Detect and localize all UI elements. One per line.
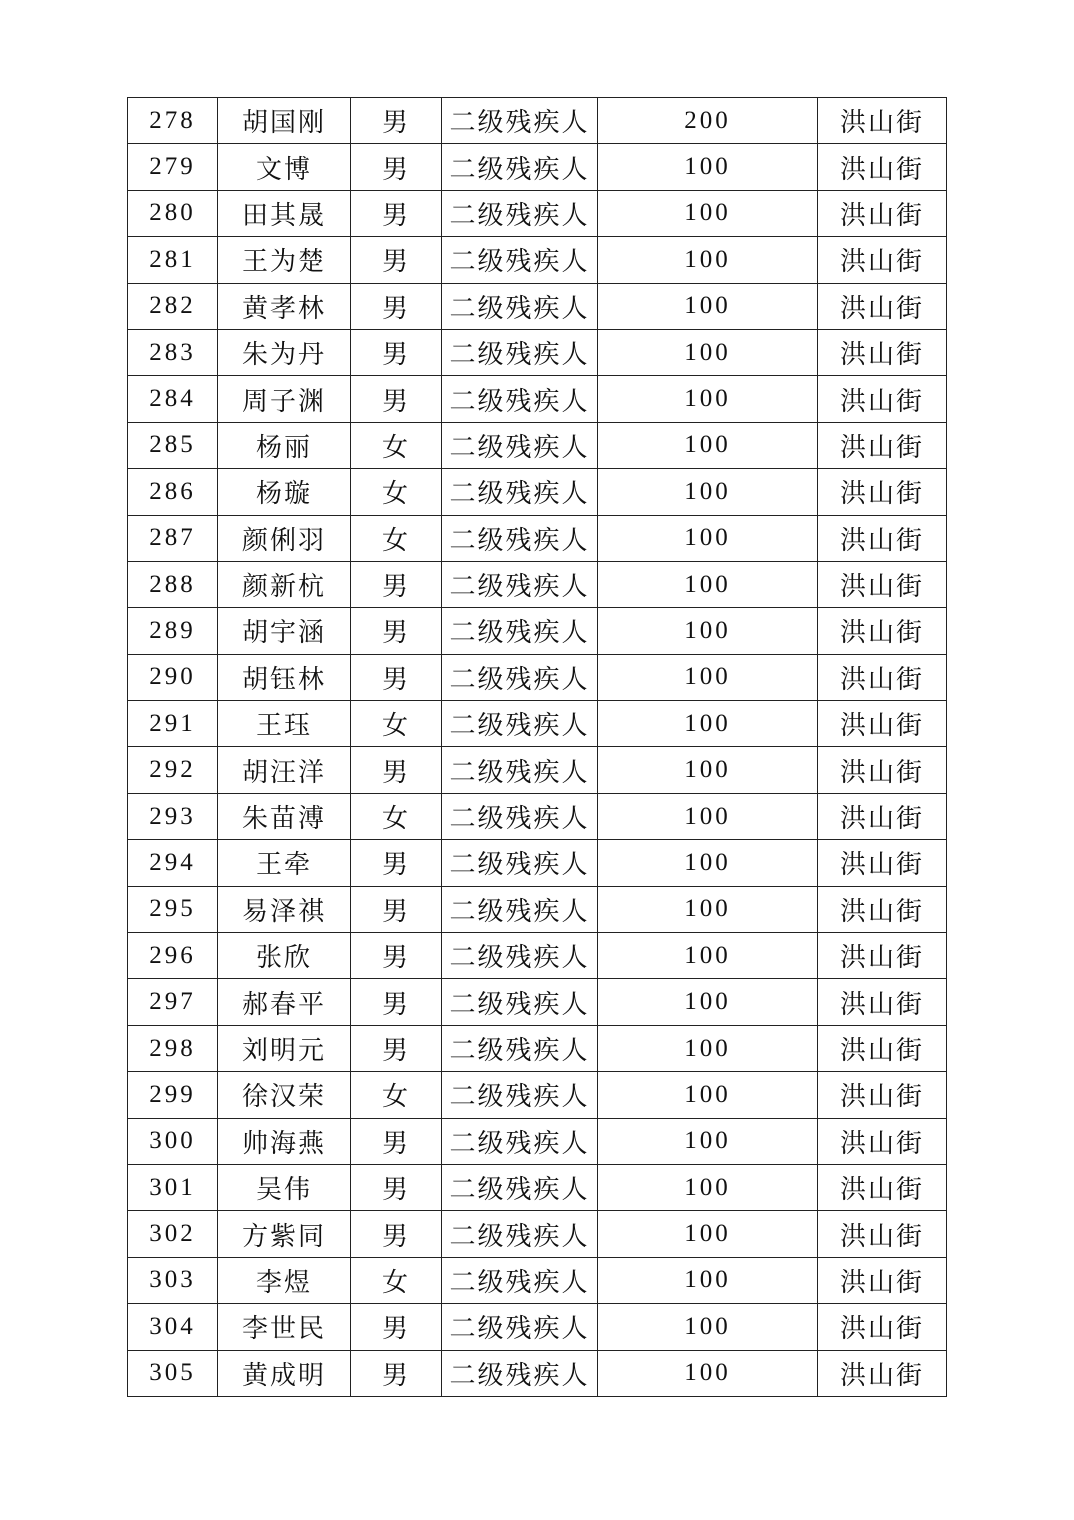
amount-cell: 100 — [598, 1118, 818, 1164]
category-cell: 二级残疾人 — [442, 701, 598, 747]
row-number-cell: 301 — [128, 1164, 218, 1210]
table-row — [128, 98, 947, 144]
table-row — [128, 1211, 947, 1257]
amount-cell: 100 — [598, 190, 818, 236]
row-number-cell: 281 — [128, 237, 218, 283]
gender-cell: 男 — [351, 1350, 442, 1396]
name-cell: 吴伟 — [218, 1164, 351, 1210]
gender-cell: 女 — [351, 469, 442, 515]
name-cell: 胡钰林 — [218, 654, 351, 700]
name-cell: 黄成明 — [218, 1350, 351, 1396]
street-cell: 洪山街 — [818, 98, 947, 144]
table-row — [128, 469, 947, 515]
name-cell: 周子渊 — [218, 376, 351, 422]
table-row — [128, 237, 947, 283]
gender-cell: 男 — [351, 237, 442, 283]
row-number-cell: 305 — [128, 1350, 218, 1396]
category-cell: 二级残疾人 — [442, 979, 598, 1025]
amount-cell: 100 — [598, 422, 818, 468]
row-number-cell: 299 — [128, 1072, 218, 1118]
amount-cell: 100 — [598, 886, 818, 932]
street-cell: 洪山街 — [818, 376, 947, 422]
gender-cell: 男 — [351, 608, 442, 654]
name-cell: 胡国刚 — [218, 98, 351, 144]
name-cell: 杨璇 — [218, 469, 351, 515]
disability-subsidy-table — [127, 97, 947, 1397]
gender-cell: 女 — [351, 422, 442, 468]
amount-cell: 100 — [598, 1072, 818, 1118]
street-cell: 洪山街 — [818, 701, 947, 747]
amount-cell: 100 — [598, 1025, 818, 1071]
category-cell: 二级残疾人 — [442, 793, 598, 839]
category-cell: 二级残疾人 — [442, 886, 598, 932]
amount-cell: 100 — [598, 1350, 818, 1396]
amount-cell: 100 — [598, 1164, 818, 1210]
street-cell: 洪山街 — [818, 190, 947, 236]
category-cell: 二级残疾人 — [442, 1164, 598, 1210]
gender-cell: 男 — [351, 654, 442, 700]
category-cell: 二级残疾人 — [442, 422, 598, 468]
name-cell: 朱苗溥 — [218, 793, 351, 839]
street-cell: 洪山街 — [818, 144, 947, 190]
table-row — [128, 1025, 947, 1071]
row-number-cell: 291 — [128, 701, 218, 747]
row-number-cell: 294 — [128, 840, 218, 886]
amount-cell: 100 — [598, 1304, 818, 1350]
table-row — [128, 1118, 947, 1164]
name-cell: 郝春平 — [218, 979, 351, 1025]
category-cell: 二级残疾人 — [442, 1257, 598, 1303]
row-number-cell: 287 — [128, 515, 218, 561]
row-number-cell: 279 — [128, 144, 218, 190]
row-number-cell: 285 — [128, 422, 218, 468]
name-cell: 李世民 — [218, 1304, 351, 1350]
amount-cell: 100 — [598, 1257, 818, 1303]
row-number-cell: 302 — [128, 1211, 218, 1257]
category-cell: 二级残疾人 — [442, 1211, 598, 1257]
amount-cell: 100 — [598, 747, 818, 793]
table-row — [128, 886, 947, 932]
street-cell: 洪山街 — [818, 793, 947, 839]
row-number-cell: 292 — [128, 747, 218, 793]
table-row — [128, 1257, 947, 1303]
street-cell: 洪山街 — [818, 1211, 947, 1257]
amount-cell: 100 — [598, 840, 818, 886]
street-cell: 洪山街 — [818, 561, 947, 607]
table-row — [128, 793, 947, 839]
row-number-cell: 296 — [128, 933, 218, 979]
gender-cell: 男 — [351, 840, 442, 886]
category-cell: 二级残疾人 — [442, 840, 598, 886]
table-row — [128, 1304, 947, 1350]
name-cell: 王牵 — [218, 840, 351, 886]
table-row — [128, 979, 947, 1025]
category-cell: 二级残疾人 — [442, 1072, 598, 1118]
category-cell: 二级残疾人 — [442, 283, 598, 329]
gender-cell: 男 — [351, 329, 442, 375]
street-cell: 洪山街 — [818, 1118, 947, 1164]
table-row — [128, 933, 947, 979]
gender-cell: 女 — [351, 1072, 442, 1118]
name-cell: 黄孝林 — [218, 283, 351, 329]
amount-cell: 100 — [598, 561, 818, 607]
name-cell: 朱为丹 — [218, 329, 351, 375]
table-body — [128, 98, 947, 1397]
table-row — [128, 840, 947, 886]
name-cell: 王珏 — [218, 701, 351, 747]
amount-cell: 100 — [598, 376, 818, 422]
street-cell: 洪山街 — [818, 654, 947, 700]
amount-cell: 100 — [598, 1211, 818, 1257]
street-cell: 洪山街 — [818, 329, 947, 375]
table-row — [128, 190, 947, 236]
street-cell: 洪山街 — [818, 933, 947, 979]
street-cell: 洪山街 — [818, 422, 947, 468]
name-cell: 胡宇涵 — [218, 608, 351, 654]
table-row — [128, 747, 947, 793]
gender-cell: 男 — [351, 376, 442, 422]
name-cell: 李煜 — [218, 1257, 351, 1303]
category-cell: 二级残疾人 — [442, 144, 598, 190]
name-cell: 刘明元 — [218, 1025, 351, 1071]
name-cell: 田其晟 — [218, 190, 351, 236]
category-cell: 二级残疾人 — [442, 237, 598, 283]
amount-cell: 200 — [598, 98, 818, 144]
table-row — [128, 1164, 947, 1210]
category-cell: 二级残疾人 — [442, 1304, 598, 1350]
category-cell: 二级残疾人 — [442, 1118, 598, 1164]
name-cell: 颜新杭 — [218, 561, 351, 607]
category-cell: 二级残疾人 — [442, 98, 598, 144]
table-row — [128, 422, 947, 468]
row-number-cell: 282 — [128, 283, 218, 329]
street-cell: 洪山街 — [818, 1257, 947, 1303]
gender-cell: 男 — [351, 979, 442, 1025]
name-cell: 颜俐羽 — [218, 515, 351, 561]
gender-cell: 男 — [351, 1164, 442, 1210]
table-row — [128, 144, 947, 190]
gender-cell: 男 — [351, 1211, 442, 1257]
category-cell: 二级残疾人 — [442, 1350, 598, 1396]
gender-cell: 男 — [351, 98, 442, 144]
table-row — [128, 654, 947, 700]
category-cell: 二级残疾人 — [442, 329, 598, 375]
street-cell: 洪山街 — [818, 1164, 947, 1210]
street-cell: 洪山街 — [818, 283, 947, 329]
amount-cell: 100 — [598, 654, 818, 700]
table-row — [128, 1072, 947, 1118]
street-cell: 洪山街 — [818, 608, 947, 654]
row-number-cell: 293 — [128, 793, 218, 839]
street-cell: 洪山街 — [818, 1025, 947, 1071]
category-cell: 二级残疾人 — [442, 376, 598, 422]
amount-cell: 100 — [598, 979, 818, 1025]
row-number-cell: 295 — [128, 886, 218, 932]
gender-cell: 女 — [351, 701, 442, 747]
row-number-cell: 278 — [128, 98, 218, 144]
name-cell: 帅海燕 — [218, 1118, 351, 1164]
row-number-cell: 283 — [128, 329, 218, 375]
table-row — [128, 561, 947, 607]
category-cell: 二级残疾人 — [442, 515, 598, 561]
gender-cell: 男 — [351, 1304, 442, 1350]
name-cell: 易泽祺 — [218, 886, 351, 932]
street-cell: 洪山街 — [818, 886, 947, 932]
table-row — [128, 329, 947, 375]
gender-cell: 男 — [351, 283, 442, 329]
name-cell: 徐汉荣 — [218, 1072, 351, 1118]
amount-cell: 100 — [598, 515, 818, 561]
row-number-cell: 286 — [128, 469, 218, 515]
gender-cell: 女 — [351, 1257, 442, 1303]
amount-cell: 100 — [598, 701, 818, 747]
category-cell: 二级残疾人 — [442, 747, 598, 793]
name-cell: 胡汪洋 — [218, 747, 351, 793]
category-cell: 二级残疾人 — [442, 190, 598, 236]
category-cell: 二级残疾人 — [442, 608, 598, 654]
table-row — [128, 376, 947, 422]
category-cell: 二级残疾人 — [442, 654, 598, 700]
category-cell: 二级残疾人 — [442, 469, 598, 515]
street-cell: 洪山街 — [818, 515, 947, 561]
row-number-cell: 288 — [128, 561, 218, 607]
row-number-cell: 290 — [128, 654, 218, 700]
amount-cell: 100 — [598, 237, 818, 283]
amount-cell: 100 — [598, 283, 818, 329]
street-cell: 洪山街 — [818, 840, 947, 886]
row-number-cell: 298 — [128, 1025, 218, 1071]
row-number-cell: 289 — [128, 608, 218, 654]
row-number-cell: 297 — [128, 979, 218, 1025]
amount-cell: 100 — [598, 793, 818, 839]
category-cell: 二级残疾人 — [442, 561, 598, 607]
name-cell: 张欣 — [218, 933, 351, 979]
row-number-cell: 300 — [128, 1118, 218, 1164]
gender-cell: 男 — [351, 933, 442, 979]
gender-cell: 女 — [351, 793, 442, 839]
street-cell: 洪山街 — [818, 469, 947, 515]
amount-cell: 100 — [598, 469, 818, 515]
street-cell: 洪山街 — [818, 1350, 947, 1396]
gender-cell: 男 — [351, 1025, 442, 1071]
gender-cell: 男 — [351, 561, 442, 607]
street-cell: 洪山街 — [818, 979, 947, 1025]
street-cell: 洪山街 — [818, 1072, 947, 1118]
amount-cell: 100 — [598, 608, 818, 654]
street-cell: 洪山街 — [818, 747, 947, 793]
amount-cell: 100 — [598, 144, 818, 190]
name-cell: 王为楚 — [218, 237, 351, 283]
gender-cell: 男 — [351, 190, 442, 236]
name-cell: 方紫同 — [218, 1211, 351, 1257]
table-row — [128, 1350, 947, 1396]
table-row — [128, 283, 947, 329]
gender-cell: 男 — [351, 886, 442, 932]
gender-cell: 男 — [351, 747, 442, 793]
amount-cell: 100 — [598, 329, 818, 375]
name-cell: 文博 — [218, 144, 351, 190]
amount-cell: 100 — [598, 933, 818, 979]
gender-cell: 男 — [351, 1118, 442, 1164]
street-cell: 洪山街 — [818, 237, 947, 283]
gender-cell: 女 — [351, 515, 442, 561]
row-number-cell: 304 — [128, 1304, 218, 1350]
row-number-cell: 280 — [128, 190, 218, 236]
table-row — [128, 701, 947, 747]
table-row — [128, 515, 947, 561]
category-cell: 二级残疾人 — [442, 1025, 598, 1071]
street-cell: 洪山街 — [818, 1304, 947, 1350]
row-number-cell: 284 — [128, 376, 218, 422]
row-number-cell: 303 — [128, 1257, 218, 1303]
table-row — [128, 608, 947, 654]
gender-cell: 男 — [351, 144, 442, 190]
name-cell: 杨丽 — [218, 422, 351, 468]
category-cell: 二级残疾人 — [442, 933, 598, 979]
